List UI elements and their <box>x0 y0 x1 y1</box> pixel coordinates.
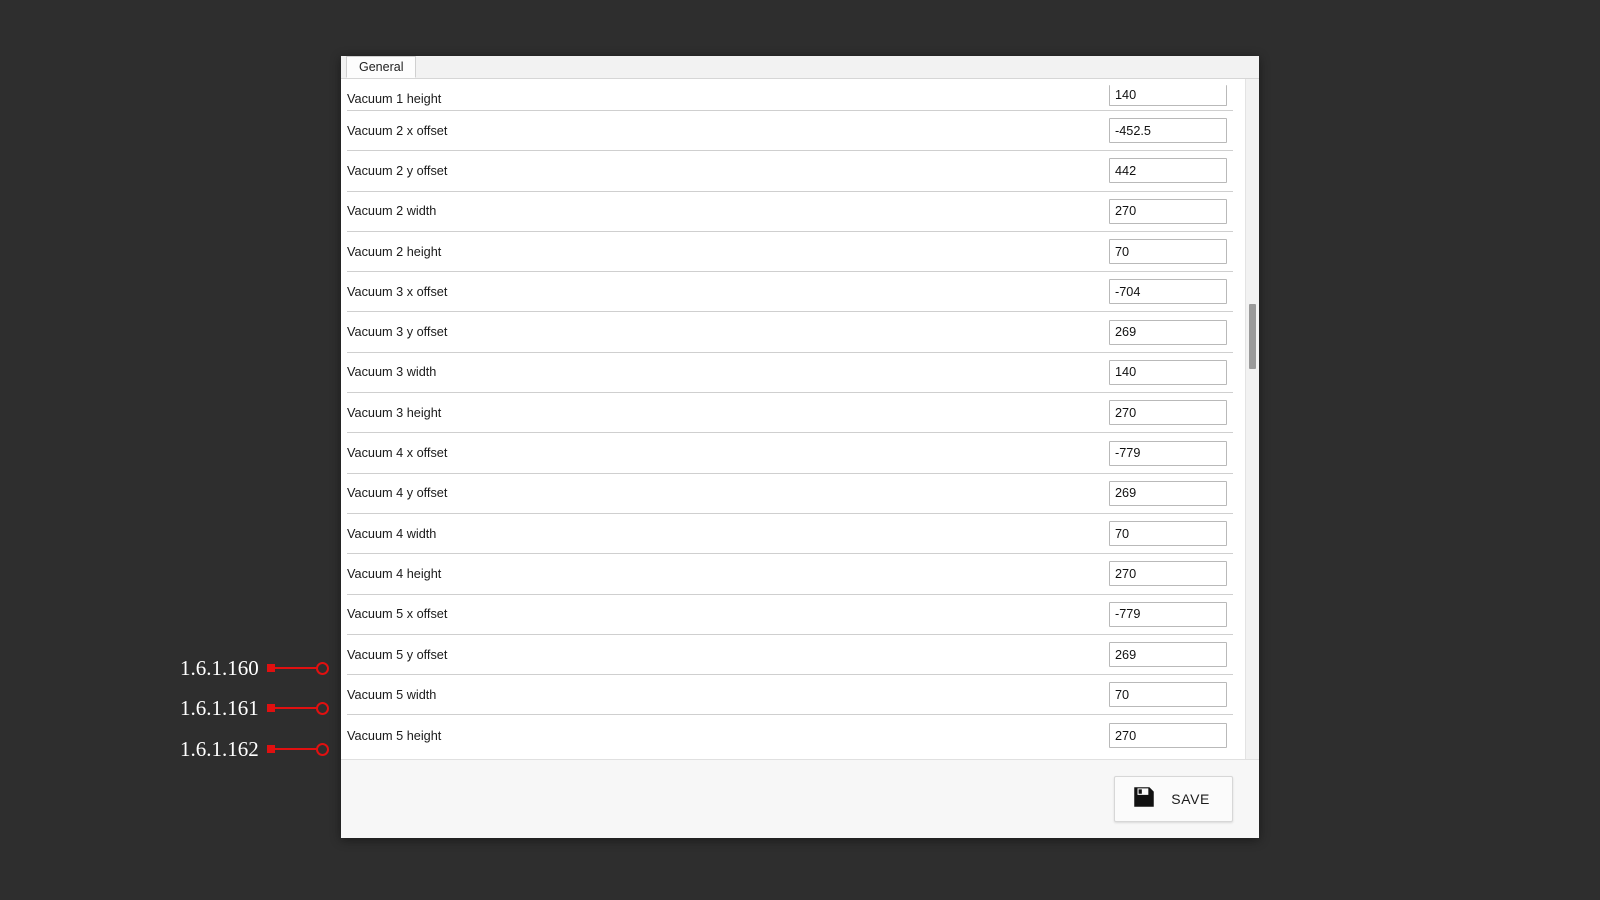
dialog-footer <box>341 760 1259 838</box>
annotation-id: 1.6.1.160 <box>180 655 259 680</box>
vacuum-4-width-input[interactable]: 70 <box>1109 521 1227 546</box>
annotation-square-marker <box>267 664 275 672</box>
row-label: Vacuum 2 x offset <box>347 123 448 138</box>
table-row[interactable] <box>347 151 1233 191</box>
settings-rows <box>341 79 1245 759</box>
table-row[interactable] <box>347 312 1233 352</box>
row-label: Vacuum 5 height <box>347 728 442 743</box>
row-label: Vacuum 4 y offset <box>347 486 448 501</box>
annotation-square-marker <box>267 704 275 712</box>
annotation-leader-line <box>275 667 317 669</box>
vacuum-2-height-input[interactable]: 70 <box>1109 239 1227 264</box>
row-label: Vacuum 4 x offset <box>347 446 448 461</box>
vacuum-5-height-input[interactable]: 270 <box>1109 723 1227 748</box>
row-label: Vacuum 2 y offset <box>347 163 448 178</box>
vertical-scrollbar[interactable] <box>1245 79 1259 759</box>
annotation-target-marker <box>316 662 329 675</box>
scrollbar-thumb[interactable] <box>1249 304 1256 369</box>
table-row[interactable] <box>347 433 1233 473</box>
annotation-leader-line <box>275 748 317 750</box>
table-row[interactable] <box>347 474 1233 514</box>
vacuum-4-y-offset-input[interactable]: 269 <box>1109 481 1227 506</box>
row-label: Vacuum 3 x offset <box>347 284 448 299</box>
vacuum-5-width-input[interactable]: 70 <box>1109 682 1227 707</box>
table-row[interactable] <box>347 635 1233 675</box>
vacuum-2-y-offset-input[interactable]: 442 <box>1109 158 1227 183</box>
annotation-leader-line <box>275 707 317 709</box>
table-row[interactable] <box>347 272 1233 312</box>
row-label: Vacuum 5 y offset <box>347 647 448 662</box>
vacuum-5-x-offset-input[interactable]: -779 <box>1109 602 1227 627</box>
annotation-target-marker <box>316 702 329 715</box>
row-label: Vacuum 3 width <box>347 365 437 380</box>
save-button-label: SAVE <box>1171 791 1210 807</box>
vacuum-3-y-offset-input[interactable]: 269 <box>1109 320 1227 345</box>
row-label: Vacuum 3 height <box>347 405 442 420</box>
table-row[interactable] <box>347 353 1233 393</box>
annotation-target-marker <box>316 743 329 756</box>
table-row[interactable] <box>347 393 1233 433</box>
row-label: Vacuum 5 x offset <box>347 607 448 622</box>
save-button[interactable] <box>1114 776 1233 822</box>
settings-dialog <box>341 56 1259 838</box>
table-row[interactable] <box>347 79 1233 111</box>
vacuum-5-y-offset-input[interactable]: 269 <box>1109 642 1227 667</box>
table-row[interactable] <box>347 232 1233 272</box>
vacuum-4-height-input[interactable]: 270 <box>1109 561 1227 586</box>
row-label: Vacuum 3 y offset <box>347 325 448 340</box>
vacuum-2-x-offset-input[interactable]: -452.5 <box>1109 118 1227 143</box>
floppy-disk-icon <box>1131 784 1157 815</box>
vacuum-3-height-input[interactable]: 270 <box>1109 400 1227 425</box>
row-label: Vacuum 5 width <box>347 687 437 702</box>
annotation-callout <box>180 736 329 761</box>
table-row[interactable] <box>347 514 1233 554</box>
annotation-id: 1.6.1.161 <box>180 695 259 720</box>
table-row[interactable] <box>347 192 1233 232</box>
table-row[interactable] <box>347 715 1233 755</box>
tab-general[interactable] <box>346 56 416 78</box>
row-label: Vacuum 4 width <box>347 526 437 541</box>
settings-form-area <box>341 79 1259 760</box>
table-row[interactable] <box>347 111 1233 151</box>
vacuum-4-x-offset-input[interactable]: -779 <box>1109 441 1227 466</box>
table-row[interactable] <box>347 675 1233 715</box>
row-label: Vacuum 2 width <box>347 204 437 219</box>
annotation-callout <box>180 655 329 680</box>
vacuum-2-width-input[interactable]: 270 <box>1109 199 1227 224</box>
row-label: Vacuum 2 height <box>347 244 442 259</box>
annotation-id: 1.6.1.162 <box>180 736 259 761</box>
annotation-callout <box>180 695 329 720</box>
table-row[interactable] <box>347 554 1233 594</box>
vacuum-3-width-input[interactable]: 140 <box>1109 360 1227 385</box>
row-label: Vacuum 1 height <box>347 92 442 106</box>
tab-general-label: General <box>359 60 404 74</box>
tab-bar <box>341 56 1259 79</box>
vacuum-3-x-offset-input[interactable]: -704 <box>1109 279 1227 304</box>
row-label: Vacuum 4 height <box>347 566 442 581</box>
vacuum-1-height-input[interactable]: 140 <box>1109 85 1227 106</box>
table-row[interactable] <box>347 595 1233 635</box>
annotation-square-marker <box>267 745 275 753</box>
